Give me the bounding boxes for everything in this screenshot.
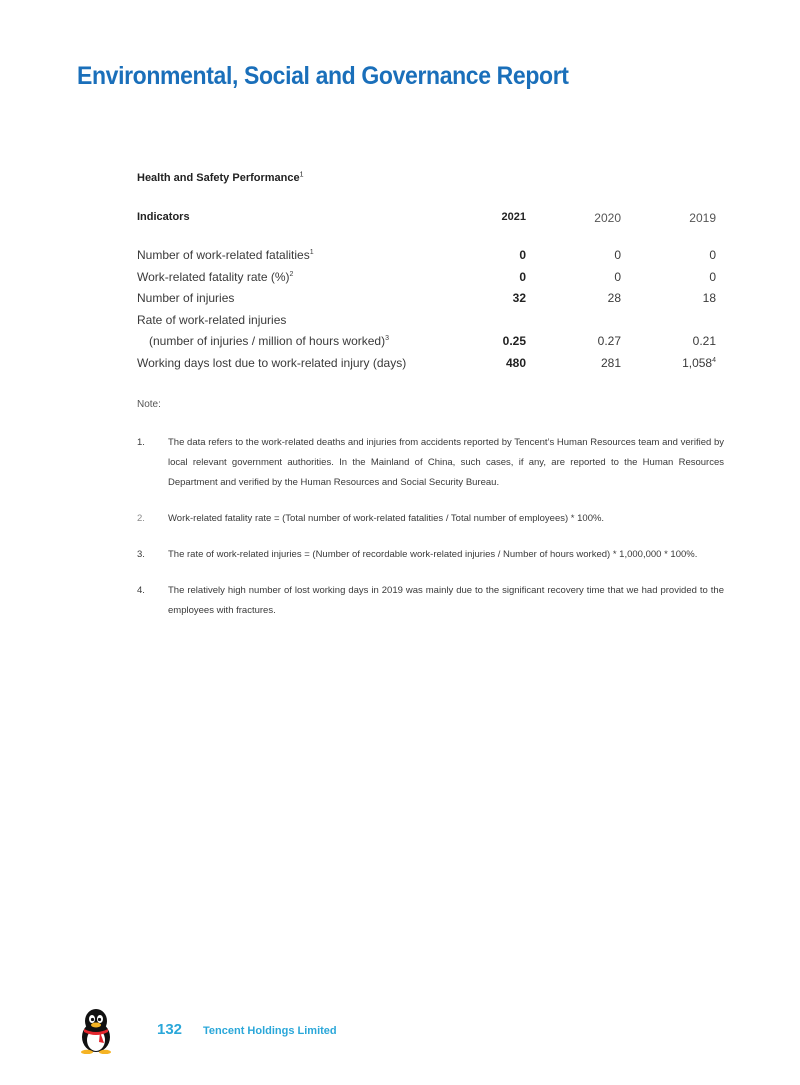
list-item [137,433,724,493]
row-label [137,248,314,262]
value-2019: 0 [709,248,716,262]
value-2019 [682,356,716,370]
row-label-footnote: 1 [309,249,314,256]
note-text: The rate of work-related injuries = (Number of recordable work-related injuries / Number of hours worked) * 1,000,000 * 100%. [168,549,698,560]
note-number: 4. [137,585,145,596]
page-number: 132 [157,1021,183,1038]
column-header-2019: 2019 [689,211,716,225]
table-row [137,270,720,292]
section-heading-text: Health and Safety Performance [137,172,300,184]
table-row [137,313,720,335]
note-number: 3. [137,549,145,560]
value-2021: 0 [519,248,526,262]
value-2021: 0.25 [502,334,526,348]
value-2020: 0.27 [597,334,621,348]
row-label: Rate of work-related injuries [137,312,287,327]
company-name: Tencent Holdings Limited [203,1025,337,1037]
value-2020: 281 [600,355,621,370]
list-item [137,509,724,529]
note-text: The relatively high number of lost working days in 2019 was mainly due to the significant recovery time that we had provided to the employees with fractures. [168,585,724,616]
value-2019: 18 [702,291,716,305]
value-2019-footnote: 4 [712,356,716,364]
table-row [137,291,720,313]
table-header-row [137,211,720,248]
row-label-text: (number of injuries / million of hours worked) [149,334,386,348]
report-title: Environmental, Social and Governance Report [77,62,569,90]
row-label [137,270,293,284]
value-2021: 0 [519,269,526,284]
column-header-2020: 2020 [594,211,621,225]
row-label: Working days lost due to work-related injury (days) [137,355,407,370]
note-text: The data refers to the work-related deaths and injuries from accidents reported by Tencent’s Human Resources team and verified by local relevant government authorities. In the Mainland of China, such cases, if any, are reported to the Human Resources Department and verified by the Human Resources and Social Security Bureau. [168,437,724,488]
column-header-indicators: Indicators [137,211,190,223]
health-safety-table [137,211,720,377]
table-row [137,248,720,270]
note-text: Work-related fatality rate = (Total number of work-related fatalities / Total number of employees) * 100%. [168,513,605,524]
value-2020: 0 [614,248,621,262]
list-item [137,545,724,565]
value-2019: 0 [709,269,716,284]
row-label: Number of injuries [137,291,235,305]
value-2020: 0 [614,269,621,284]
value-2019: 0.21 [692,334,716,348]
value-2020: 28 [607,291,621,305]
note-number: 1. [137,437,145,448]
list-item [137,581,724,621]
row-label [137,334,389,348]
row-label-text: Work-related fatality rate (%) [137,269,290,284]
notes-list [137,433,724,637]
table-row [137,334,720,356]
column-header-2021: 2021 [501,211,526,223]
row-label-footnote: 2 [289,270,294,278]
table-row [137,356,720,378]
row-label-text: Number of work-related fatalities [137,248,310,262]
row-label-footnote: 3 [385,335,389,342]
section-heading [137,172,304,184]
note-label: Note: [137,399,161,410]
value-2021: 480 [505,355,526,370]
note-number: 2. [137,513,145,524]
section-heading-footnote: 1 [299,171,304,179]
penguin-icon [76,1008,116,1054]
value-2021: 32 [512,291,526,305]
value-2019-text: 1,058 [682,355,713,370]
